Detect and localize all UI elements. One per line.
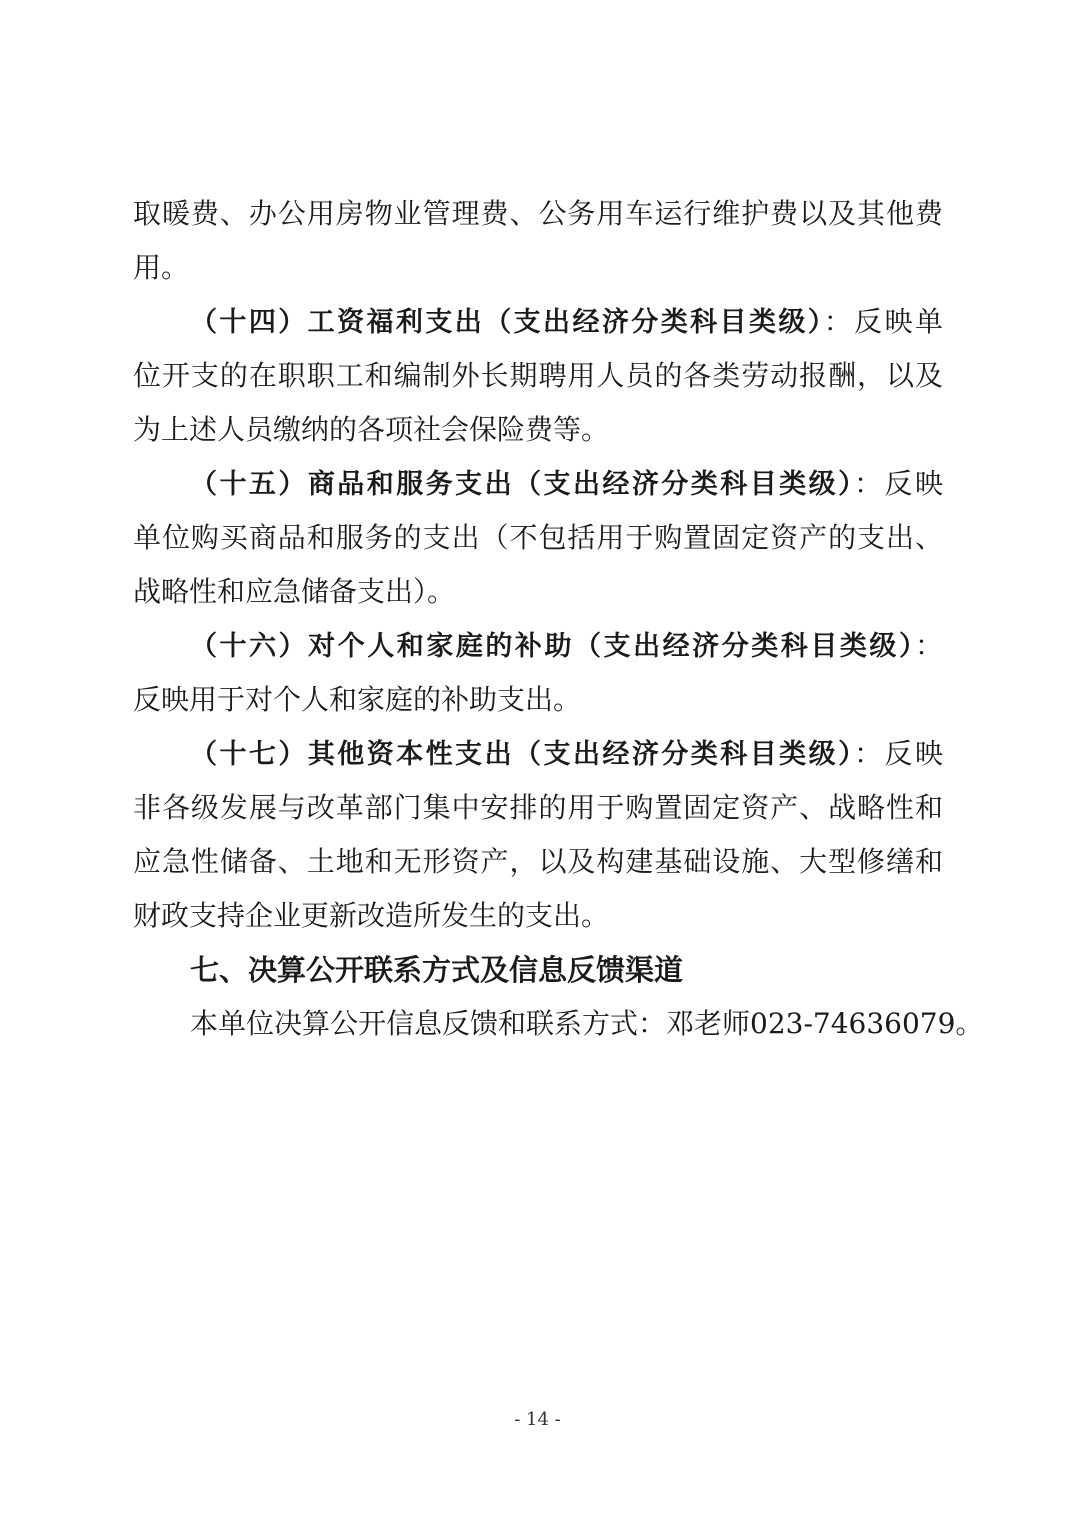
section-heading: 七、决算公开联系方式及信息反馈渠道 [190, 953, 684, 987]
paragraph-line: 应急性储备、土地和无形资产，以及构建基础设施、大型修缮和 [133, 845, 943, 878]
paragraph-line: 位开支的在职职工和编制外长期聘用人员的各类劳动报酬，以及 [133, 359, 943, 392]
paragraph-line: 战略性和应急储备支出）。 [133, 575, 456, 608]
paragraph-line: 非各级发展与改革部门集中安排的用于购置固定资产、战略性和 [133, 791, 943, 824]
paragraph-first-line [190, 736, 943, 773]
contact-info: 本单位决算公开信息反馈和联系方式：邓老师023-74636079。 [190, 1007, 984, 1040]
paragraph-line: 财政支持企业更新改造所发生的支出。 [133, 899, 610, 932]
paragraph-line: 取暖费、办公用房物业管理费、公务用车运行维护费以及其他费 [133, 197, 943, 230]
paragraph-line: 用。 [133, 251, 190, 284]
paragraph-line: 为上述人员缴纳的各项社会保险费等。 [133, 413, 610, 446]
paragraph-term: （十七）其他资本性支出（支出经济分类科目类级） [190, 739, 855, 770]
paragraph-first-line [190, 628, 943, 665]
paragraph-first-line [190, 466, 943, 503]
paragraph-term: （十六）对个人和家庭的补助（支出经济分类科目类级） [190, 631, 915, 662]
paragraph-lead-text: ：反映单 [823, 305, 943, 338]
paragraph-lead-text: ： [914, 629, 943, 662]
paragraph-term: （十四）工资福利支出（支出经济分类科目类级） [190, 307, 824, 338]
paragraph-first-line [190, 304, 943, 341]
paragraph-line: 单位购买商品和服务的支出（不包括用于购置固定资产的支出、 [133, 521, 943, 554]
paragraph-lead-text: ：反映 [854, 737, 943, 770]
paragraph-lead-text: ：反映 [854, 467, 943, 500]
paragraph-line: 反映用于对个人和家庭的补助支出。 [133, 683, 582, 716]
paragraph-term: （十五）商品和服务支出（支出经济分类科目类级） [190, 469, 855, 500]
page-number: - 14 - [514, 1409, 561, 1430]
